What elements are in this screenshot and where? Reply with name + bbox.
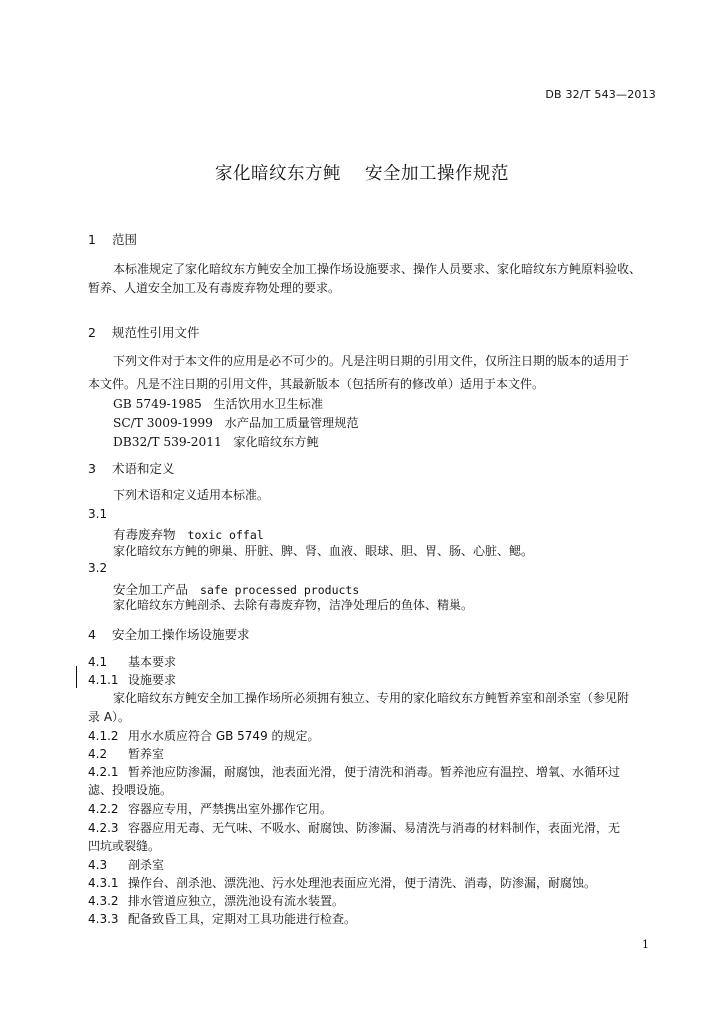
- section-2-para-cont: 本文件。凡是不注日期的引用文件，其最新版本（包括所有的修改单）适用于本文件。: [88, 377, 545, 391]
- reference-name: 生活饮用水卫生标准: [213, 397, 324, 411]
- subsection-heading: [88, 671, 176, 688]
- section-3-intro: 下列术语和定义适用本标准。: [113, 488, 270, 502]
- term-definition: 家化暗纹东方鲀的卵巢、肝脏、脾、肾、血液、眼球、胆、胃、肠、心脏、鳃。: [113, 544, 534, 558]
- title-part2: 安全加工操作规范: [365, 164, 509, 184]
- term-cn: 安全加工产品: [113, 582, 189, 597]
- clause-number: 4.2.1: [88, 765, 119, 779]
- reference-name: 水产品加工质量管理规范: [224, 416, 359, 430]
- change-bar: [76, 666, 77, 688]
- section-1-heading: [88, 230, 137, 248]
- subsection-heading: [88, 653, 176, 670]
- subsection-title: 剖杀室: [128, 858, 165, 872]
- term-number: 3.2: [88, 561, 108, 575]
- section-number: 1: [88, 232, 96, 247]
- term-heading: [113, 524, 264, 543]
- clause: [88, 727, 320, 744]
- reference-code: DB32/T 539-2011: [113, 435, 222, 449]
- section-title: 安全加工操作场设施要求: [112, 627, 250, 642]
- clause: [88, 892, 344, 909]
- clause-text-cont: 录 A）。: [88, 710, 131, 724]
- clause: [88, 910, 356, 927]
- reference-code: SC/T 3009-1999: [113, 416, 213, 430]
- clause: [88, 763, 620, 780]
- reference-code: GB 5749-1985: [113, 397, 202, 411]
- reference-row: [113, 433, 319, 450]
- clause: [88, 819, 620, 836]
- section-title: 范围: [112, 232, 138, 247]
- clause: [88, 874, 596, 891]
- term-en: toxic offal: [187, 528, 264, 542]
- clause-text: 容器应专用，严禁携出室外挪作它用。: [128, 802, 333, 816]
- subsection-number: 4.2: [88, 747, 108, 761]
- subsection-number: 4.1: [88, 655, 108, 669]
- clause-text-cont: 滤、投喂设施。: [88, 783, 173, 797]
- clause-text: 暂养池应防渗漏，耐腐蚀，池表面光滑，便于清洗和消毒。暂养池应有温控、增氧、水循环过: [128, 765, 621, 779]
- subsection-number: 4.1.1: [88, 673, 119, 687]
- term-definition: 家化暗纹东方鲀剖杀、去除有毒废弃物，洁净处理后的鱼体、精巢。: [113, 598, 474, 612]
- clause-text: 配备致昏工具，定期对工具功能进行检查。: [128, 912, 357, 926]
- clause-text: 容器应用无毒、无气味、不吸水、耐腐蚀、防渗漏、易清洗与消毒的材料制作，表面光滑，无: [128, 821, 621, 835]
- subsection-title: 暂养室: [128, 747, 165, 761]
- clause-text: 用水水质应符合 GB 5749 的规定。: [128, 729, 320, 743]
- clause: [88, 800, 332, 817]
- reference-row: [113, 395, 323, 412]
- section-1-para-cont: 暂养、人道安全加工及有毒废弃物处理的要求。: [88, 281, 341, 295]
- standard-code: DB 32/T 543—2013: [545, 88, 656, 101]
- clause-text: 家化暗纹东方鲀安全加工操作场所必须拥有独立、专用的家化暗纹东方鲀暂养室和剖杀室（参见附: [113, 691, 630, 705]
- subsection-title: 基本要求: [128, 655, 177, 669]
- section-title: 规范性引用文件: [112, 325, 200, 340]
- clause-number: 4.3.3: [88, 912, 119, 926]
- clause-number: 4.1.2: [88, 729, 119, 743]
- clause-text: 排水管道应独立，漂洗池设有流水装置。: [128, 894, 345, 908]
- subsection-heading: [88, 745, 164, 762]
- section-3-heading: [88, 459, 175, 477]
- section-number: 4: [88, 627, 96, 642]
- clause-text-cont: 凹坑或裂缝。: [88, 839, 161, 853]
- clause-number: 4.3.2: [88, 894, 119, 908]
- subsection-heading: [88, 856, 164, 873]
- term-en: safe processed products: [200, 583, 360, 597]
- section-number: 2: [88, 325, 96, 340]
- section-number: 3: [88, 461, 96, 476]
- page-number: 1: [642, 938, 649, 951]
- section-2-para: 下列文件对于本文件的应用是必不可少的。凡是注明日期的引用文件，仅所注日期的版本的适用于: [113, 354, 630, 368]
- subsection-title: 设施要求: [128, 673, 177, 687]
- term-number: 3.1: [88, 507, 108, 521]
- document-title: [0, 160, 724, 185]
- clause-number: 4.2.3: [88, 821, 119, 835]
- section-1-para: 本标准规定了家化暗纹东方鲀安全加工操作场设施要求、操作人员要求、家化暗纹东方鲀原料验收、: [113, 262, 642, 276]
- section-4-heading: [88, 625, 250, 643]
- section-2-heading: [88, 323, 200, 341]
- term-cn: 有毒废弃物: [113, 527, 176, 542]
- clause-number: 4.2.2: [88, 802, 119, 816]
- subsection-number: 4.3: [88, 858, 108, 872]
- reference-name: 家化暗纹东方鲀: [233, 435, 319, 449]
- clause-text: 操作台、剖杀池、漂洗池、污水处理池表面应光滑，便于清洗、消毒，防渗漏，耐腐蚀。: [128, 876, 597, 890]
- title-part1: 家化暗纹东方鲀: [215, 164, 341, 184]
- section-title: 术语和定义: [112, 461, 175, 476]
- clause-number: 4.3.1: [88, 876, 119, 890]
- reference-row: [113, 414, 359, 431]
